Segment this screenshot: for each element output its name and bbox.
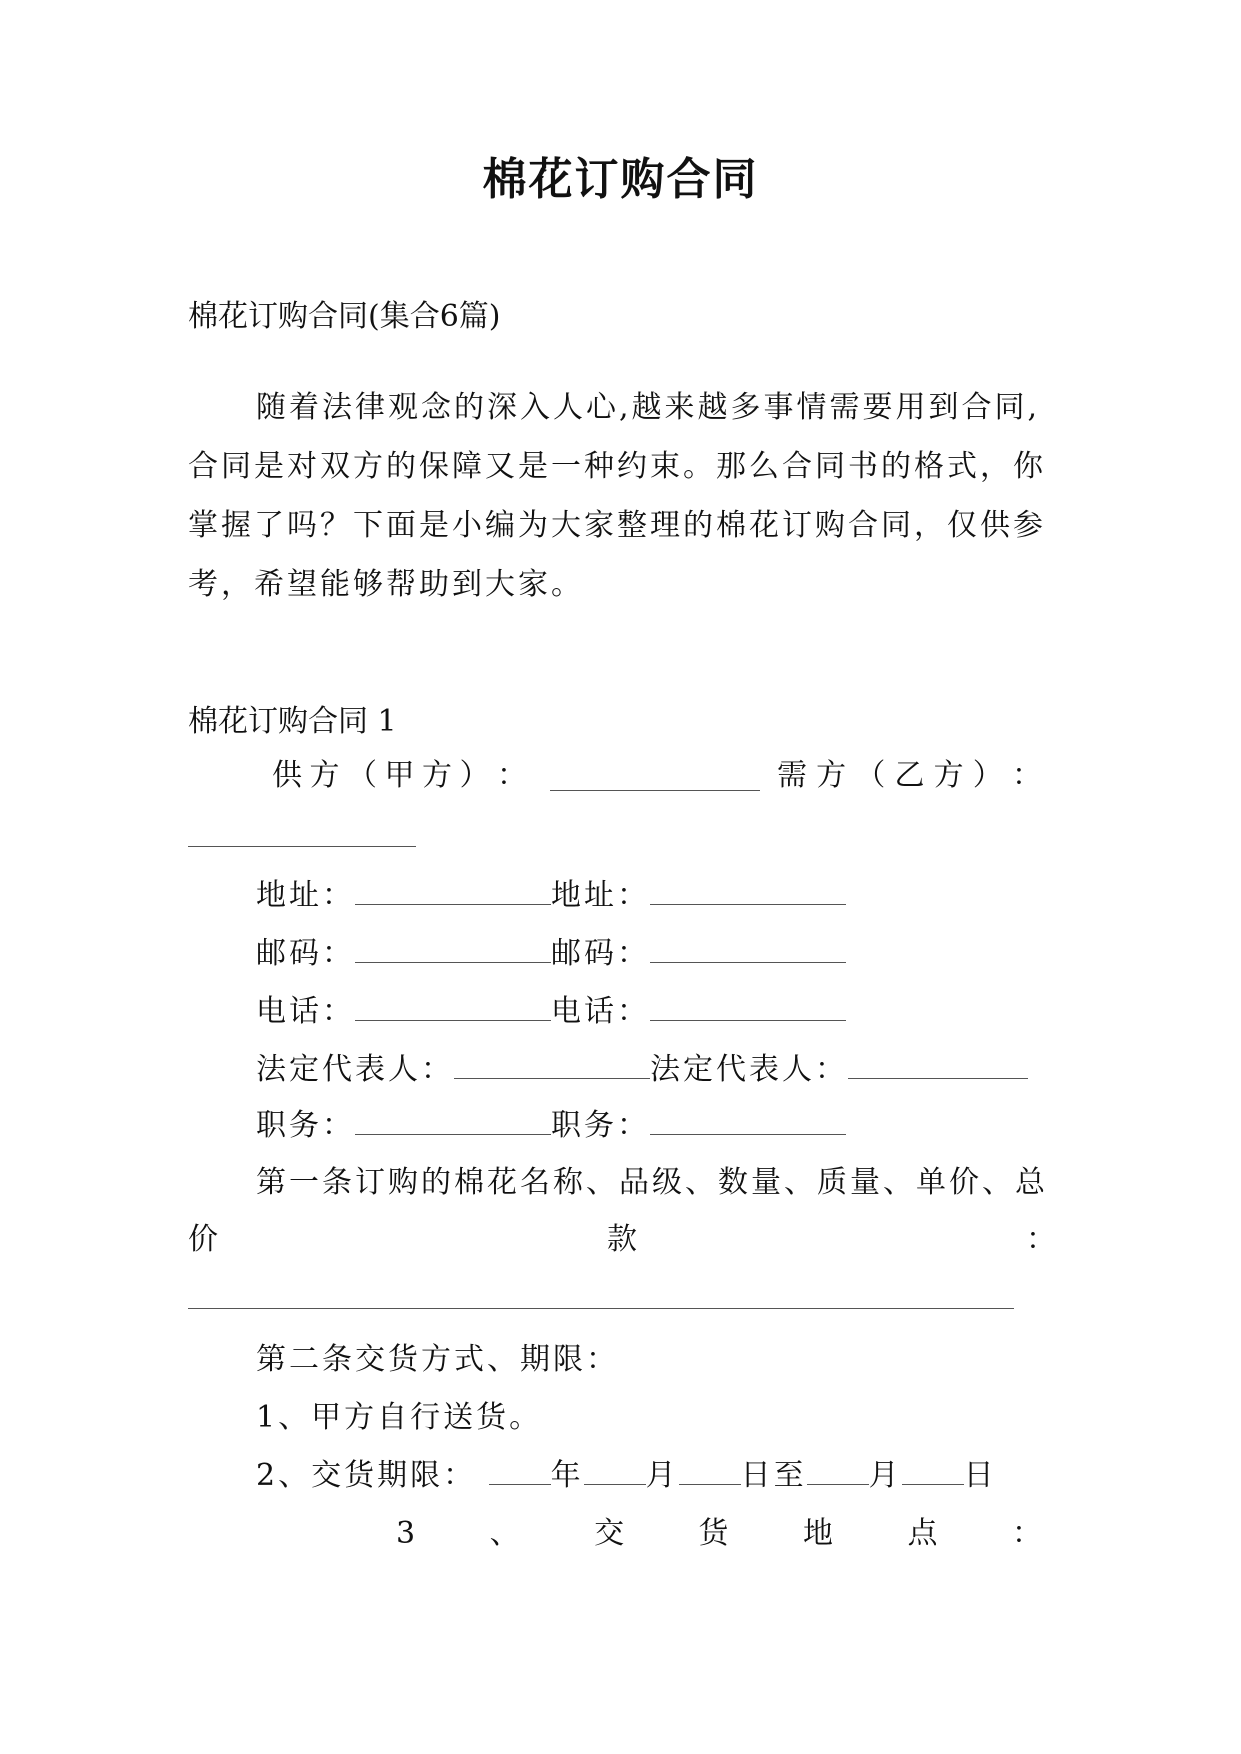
buyer-label-char: 方 (816, 758, 847, 793)
field-row (256, 1050, 1028, 1090)
article1-line1: 第一条订购的棉花名称、品级、数量、质量、单价、总 (256, 1165, 1048, 1200)
date-blank[interactable] (902, 1458, 964, 1485)
field-blank[interactable] (355, 994, 551, 1021)
supplier-label-char: （ (347, 758, 377, 793)
article1-line2 (188, 1220, 1056, 1260)
field-label: 地址： (551, 878, 650, 913)
date-blank[interactable] (679, 1458, 741, 1485)
field-blank[interactable] (650, 1108, 846, 1135)
supplier-label (272, 756, 527, 796)
article2-heading: 第二条交货方式、期限： (256, 1342, 619, 1377)
buyer-label-char: 需 (777, 758, 807, 793)
field-label: 电话： (256, 994, 355, 1029)
date-unit: 月 (645, 1458, 679, 1493)
date-blank[interactable] (807, 1458, 869, 1485)
buyer-label-char: ： (1011, 758, 1042, 793)
field-row (256, 934, 846, 974)
buyer-label-char: ） (972, 758, 1003, 793)
field-blank[interactable] (650, 994, 846, 1021)
field-blank[interactable] (355, 936, 551, 963)
date-blank[interactable] (489, 1458, 551, 1485)
field-blank[interactable] (355, 1108, 551, 1135)
item3-part: 地 (803, 1516, 834, 1551)
article1-line2-part: 价 (188, 1222, 218, 1257)
field-blank[interactable] (848, 1052, 1028, 1079)
item3-part: 3 (396, 1516, 416, 1551)
item3-part: 货 (698, 1516, 729, 1551)
buyer-label-char: （ (855, 758, 886, 793)
field-blank[interactable] (454, 1052, 650, 1079)
field-row (256, 992, 846, 1032)
field-label: 电话： (551, 994, 650, 1029)
supplier-label-char: 供 (272, 758, 302, 793)
article1-line2-part: 款 (607, 1222, 637, 1257)
article2-item1: 1、甲方自行送货。 (256, 1400, 543, 1435)
field-blank[interactable] (355, 878, 551, 905)
field-blank[interactable] (650, 936, 846, 963)
item3-part: 点 (907, 1516, 938, 1551)
article2-item2 (256, 1456, 997, 1496)
article2-item3 (396, 1514, 1042, 1554)
field-label: 职务： (551, 1108, 650, 1143)
date-unit: 日至 (740, 1458, 807, 1493)
supplier-label-char: 甲 (384, 758, 415, 793)
field-label: 法定代表人： (650, 1052, 848, 1087)
buyer-blank[interactable] (188, 846, 416, 847)
field-blank[interactable] (650, 878, 846, 905)
document-title: 棉花订购合同 (482, 154, 759, 205)
supplier-label-char: 方 (422, 758, 452, 793)
date-unit: 月 (868, 1458, 902, 1493)
parties-row (272, 756, 1042, 796)
article1-line2-part: ： (1026, 1222, 1056, 1257)
date-unit: 日 (963, 1458, 997, 1493)
supplier-label-char: ： (497, 758, 527, 793)
supplier-blank[interactable] (550, 764, 760, 791)
buyer-label (777, 756, 1042, 796)
section-heading: 棉花订购合同 1 (188, 704, 397, 739)
supplier-label-char: ） (459, 758, 490, 793)
item2-prefix: 2、交货期限： (256, 1458, 477, 1493)
date-blank[interactable] (584, 1458, 646, 1485)
supplier-label-char: 方 (309, 758, 340, 793)
field-row (256, 1106, 846, 1146)
date-unit: 年 (550, 1458, 584, 1493)
field-label: 邮码： (551, 936, 650, 971)
document-subtitle: 棉花订购合同(集合6篇) (188, 299, 501, 334)
item3-part: 交 (594, 1516, 625, 1551)
buyer-label-char: 方 (933, 758, 964, 793)
item3-part: ： (1012, 1516, 1042, 1551)
field-row (256, 876, 846, 916)
buyer-label-char: 乙 (894, 758, 925, 793)
item3-part: 、 (489, 1516, 520, 1551)
field-label: 法定代表人： (256, 1052, 454, 1087)
field-label: 邮码： (256, 936, 355, 971)
field-label: 地址： (256, 878, 355, 913)
article1-blank[interactable] (188, 1308, 1014, 1309)
intro-paragraph: 随着法律观念的深入人心,越来越多事情需要用到合同,合同是对双方的保障又是一种约束。那么合同书的格式，你掌握了吗？下面是小编为大家整理的棉花订购合同，仅供参考，希望能够帮助到大家。 (188, 390, 1046, 602)
field-label: 职务： (256, 1108, 355, 1143)
